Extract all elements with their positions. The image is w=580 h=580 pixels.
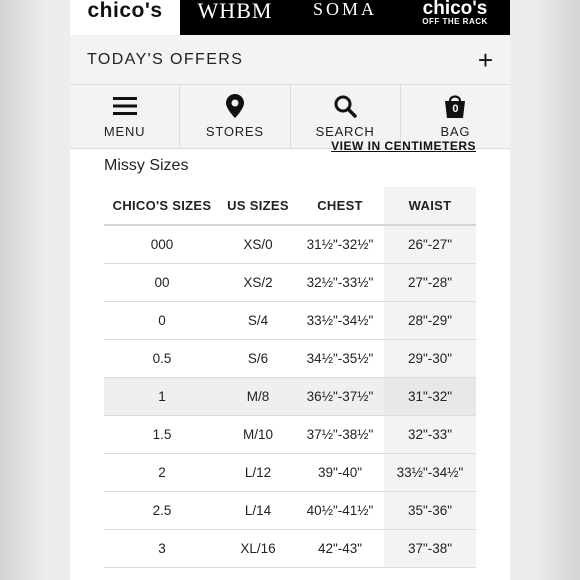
chest-cell: 40½"-41½" xyxy=(296,491,384,529)
chicos-size-cell: 2 xyxy=(104,453,220,491)
brand-tab-whbm[interactable] xyxy=(180,0,290,35)
waist-cell: 27"-28" xyxy=(384,263,476,301)
us-size-cell: M/10 xyxy=(220,415,296,453)
soma-logo: SOMA xyxy=(312,0,377,19)
map-pin-icon xyxy=(222,94,248,118)
table-row xyxy=(104,339,476,377)
chest-cell: 36½"-37½" xyxy=(296,377,384,415)
whbm-logo: WHBM xyxy=(197,0,273,23)
brand-tab-soma[interactable] xyxy=(290,0,400,35)
chicos-size-cell: 0 xyxy=(104,301,220,339)
waist-cell: 35"-36" xyxy=(384,491,476,529)
chicos-size-cell: 3 xyxy=(104,529,220,567)
mobile-page xyxy=(70,0,510,580)
us-size-cell: XS/0 xyxy=(220,225,296,263)
size-chart-table xyxy=(104,187,476,568)
us-size-cell: L/14 xyxy=(220,491,296,529)
bag-count-badge: 0 xyxy=(452,103,459,115)
nav-search-label: SEARCH xyxy=(315,124,375,139)
chicos-size-cell: 1 xyxy=(104,377,220,415)
chest-cell: 34½"-35½" xyxy=(296,339,384,377)
chicos-size-cell: 2.5 xyxy=(104,491,220,529)
table-row xyxy=(104,491,476,529)
todays-offers-label: TODAY'S OFFERS xyxy=(87,50,244,68)
todays-offers-bar[interactable] xyxy=(70,35,510,85)
chest-cell: 33½"-34½" xyxy=(296,301,384,339)
nav-stores-label: STORES xyxy=(205,124,264,139)
column-header-chicos-sizes: CHICO'S SIZES xyxy=(104,187,220,225)
waist-cell: 26"-27" xyxy=(384,225,476,263)
table-row xyxy=(104,377,476,415)
us-size-cell: S/6 xyxy=(220,339,296,377)
column-header-us-sizes: US SIZES xyxy=(220,187,296,225)
table-header-row xyxy=(104,187,476,225)
brand-tab-chicos[interactable] xyxy=(70,0,180,35)
chicos-logo: chico's xyxy=(87,0,163,22)
section-title: Missy Sizes xyxy=(104,157,189,174)
brand-bar xyxy=(70,0,510,35)
us-size-cell: S/4 xyxy=(220,301,296,339)
chicos-size-cell: 00 xyxy=(104,263,220,301)
shopping-bag-icon xyxy=(442,94,468,118)
us-size-cell: L/12 xyxy=(220,453,296,491)
chicos-size-cell: 000 xyxy=(104,225,220,263)
brand-tab-off-the-rack[interactable] xyxy=(400,0,510,35)
waist-cell: 29"-30" xyxy=(384,339,476,377)
column-header-waist: WAIST xyxy=(384,187,476,225)
chest-cell: 37½"-38½" xyxy=(296,415,384,453)
table-row xyxy=(104,263,476,301)
nav-bag-label: BAG xyxy=(440,124,471,139)
size-chart-section xyxy=(70,139,510,580)
us-size-cell: XL/16 xyxy=(220,529,296,567)
view-in-centimeters-link[interactable]: VIEW IN CENTIMETERS xyxy=(331,139,476,153)
nav-menu[interactable] xyxy=(70,85,180,148)
waist-cell: 37"-38" xyxy=(384,529,476,567)
search-icon xyxy=(332,94,358,118)
plus-icon[interactable]: + xyxy=(477,44,493,75)
chest-cell: 32½"-33½" xyxy=(296,263,384,301)
table-row xyxy=(104,529,476,567)
waist-cell: 31"-32" xyxy=(384,377,476,415)
chest-cell: 42"-43" xyxy=(296,529,384,567)
table-row xyxy=(104,225,476,263)
table-row xyxy=(104,453,476,491)
column-header-chest: CHEST xyxy=(296,187,384,225)
chest-cell: 31½"-32½" xyxy=(296,225,384,263)
nav-stores[interactable] xyxy=(180,85,290,148)
waist-cell: 28"-29" xyxy=(384,301,476,339)
hamburger-menu-icon xyxy=(112,94,138,118)
off-the-rack-logo: chico's xyxy=(422,0,488,19)
chicos-size-cell: 0.5 xyxy=(104,339,220,377)
table-row xyxy=(104,301,476,339)
table-row xyxy=(104,415,476,453)
waist-cell: 32"-33" xyxy=(384,415,476,453)
chicos-size-cell: 1.5 xyxy=(104,415,220,453)
off-the-rack-subtitle: OFF THE RACK xyxy=(422,16,488,26)
waist-cell: 33½"-34½" xyxy=(384,453,476,491)
nav-menu-label: MENU xyxy=(103,124,146,139)
chest-cell: 39"-40" xyxy=(296,453,384,491)
us-size-cell: M/8 xyxy=(220,377,296,415)
us-size-cell: XS/2 xyxy=(220,263,296,301)
